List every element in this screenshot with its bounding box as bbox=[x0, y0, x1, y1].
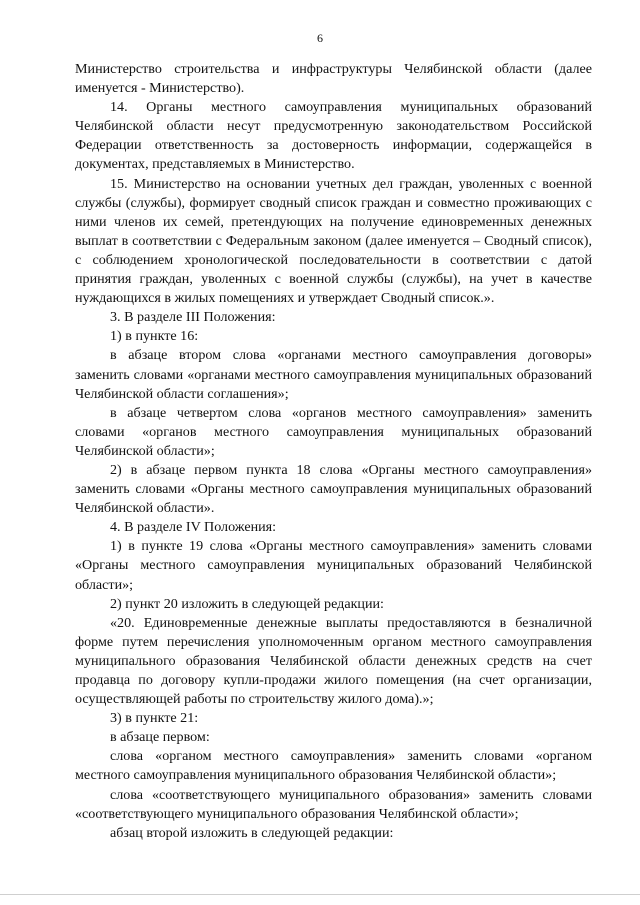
paragraph: 1) в пункте 16: bbox=[110, 328, 199, 345]
page-bottom-edge bbox=[0, 894, 640, 895]
paragraph: 3. В разделе III Положения: bbox=[110, 309, 276, 326]
paragraph: в абзаце втором слова «органами местного самоуправления договоры» заменить словами «органами местного самоуправления муниципальных образований Челябинской области соглашения»; bbox=[75, 347, 592, 402]
paragraph: слова «соответствующего муниципального образования» заменить словами «соответствующего муниципального образования Челябинской области»; bbox=[75, 786, 592, 822]
paragraph: в абзаце четвертом слова «органов местного самоуправления» заменить словами «органов местного самоуправления муниципальных образований Челябинской области»; bbox=[75, 404, 592, 459]
document-body bbox=[75, 60, 592, 843]
paragraph: 4. В разделе IV Положения: bbox=[110, 519, 277, 536]
paragraph: абзац второй изложить в следующей редакции: bbox=[110, 824, 394, 841]
paragraph: 2) в абзаце первом пункта 18 слова «Органы местного самоуправления» заменить словами «Органы местного самоуправления муниципальных образований Челябинской области». bbox=[75, 461, 592, 517]
paragraph: слова «органом местного самоуправления» заменить словами «органом местного самоуправления муниципального образования Челябинской области»; bbox=[75, 748, 592, 784]
paragraph: 15. Министерство на основании учетных дел граждан, уволенных с военной службы (службы), формирует сводный список граждан и совместно проживающих с ними членов их семей, претендующих на получение единовременных денежных выплат в соответствии с Федеральным законом (далее именуется – Сводный список), с соблюдением хронологической последовательности в соответствии с датой принятия граждан, уволенных с военной службы (службы), на учет в качестве нуждающихся в жилых помещениях и утверждает Сводный список.». bbox=[75, 175, 592, 307]
paragraph: «20. Единовременные денежные выплаты предоставляются в безналичной форме путем перечисления уполномоченным органом местного самоуправления муниципального образования Челябинской области денежных средств на счет продавца по договору купли-продажи жилого помещения (на счет организации, осуществляющей работы по строительству жилого дома).»; bbox=[75, 614, 592, 708]
paragraph: 3) в пункте 21: bbox=[110, 710, 199, 727]
paragraph: Министерство строительства и инфраструктуры Челябинской области (далее именуется - Министерство). bbox=[75, 61, 592, 97]
paragraph: 2) пункт 20 изложить в следующей редакции: bbox=[110, 595, 384, 612]
paragraph: 14. Органы местного самоуправления муниципальных образований Челябинской области несут предусмотренную законодательством Российской Федерации ответственность за достоверность информации, содержащейся в документах, представляемых в Министерство. bbox=[75, 99, 592, 173]
page-number: 6 bbox=[317, 31, 323, 45]
paragraph: в абзаце первом: bbox=[110, 729, 210, 746]
paragraph: 1) в пункте 19 слова «Органы местного самоуправления» заменить словами «Органы местного самоуправления муниципальных образований Челябинской области»; bbox=[75, 538, 592, 593]
